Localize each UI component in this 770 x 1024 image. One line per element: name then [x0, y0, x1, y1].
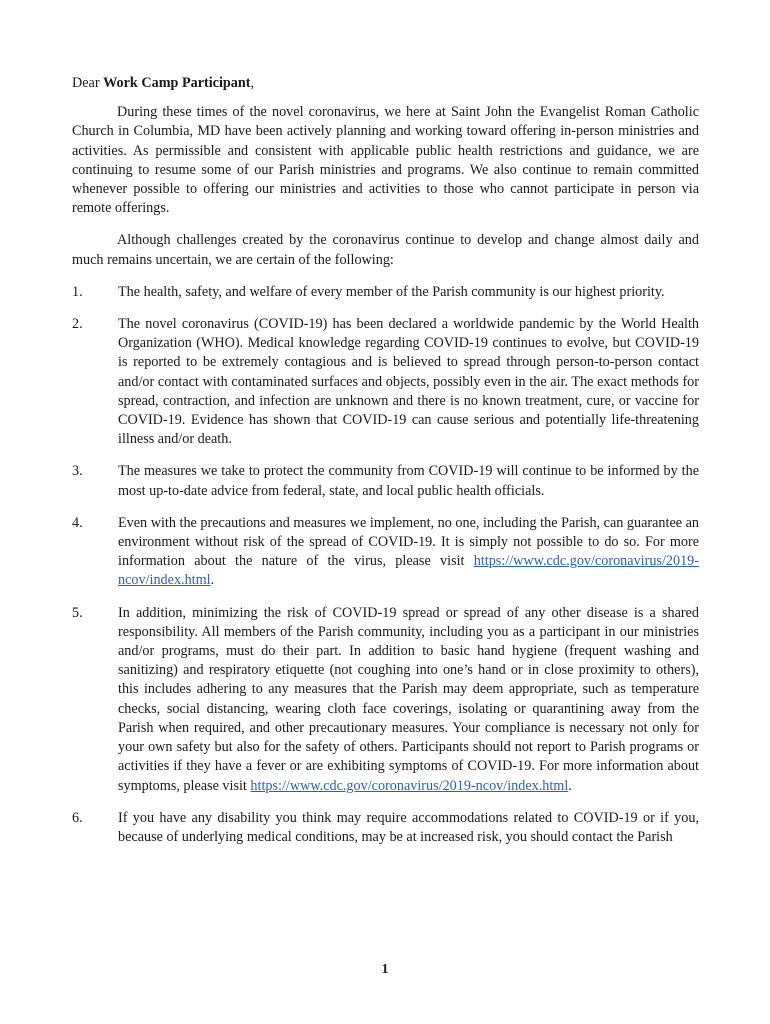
list-text	[118, 604, 699, 796]
list-text-body: In addition, minimizing the risk of COVID-19 spread or spread of any other disease is a shared responsibility. All members of the Parish community, including you as a participant in our ministries and/or programs, must do their part. In addition to basic hand hygiene (frequent washing and sanitizing) and respiratory etiquette (not coughing into one’s hand or in close proximity to others), this includes adhering to any measures that the Parish may deem appropriate, such as temperature checks, social distancing, wearing cloth face coverings, isolating or quarantining away from the Parish when required, and other precautionary measures. Your compliance is necessary not only for your own safety but also for the safety of others. Participants should not report to Parish programs or activities if they have a fever or are exhibiting symptoms of COVID-19. For more information about symptoms, please visit	[118, 604, 699, 794]
page-number: 1	[381, 962, 389, 977]
cdc-virus-link[interactable]: https://www.cdc.gov/coronavirus/2019-ncov/index.html	[118, 553, 699, 589]
recipient-name: Work Camp Participant	[103, 75, 251, 91]
list-item	[72, 514, 699, 591]
list-item	[72, 604, 699, 796]
list-item	[72, 462, 699, 500]
list-item	[72, 315, 699, 449]
list-item	[72, 283, 699, 302]
letter-body	[72, 74, 699, 860]
list-text-end: .	[210, 572, 215, 589]
list-number: 1.	[72, 283, 83, 300]
list-number: 2.	[72, 316, 83, 333]
list-item	[72, 809, 699, 847]
list-text-body: Even with the precautions and measures we implement, no one, including the Parish, can guarantee an environment without risk of the spread of COVID-19. It is simply not possible to do so. For more information about the nature of the virus, please visit	[118, 514, 699, 570]
salutation-suffix: ,	[250, 75, 255, 91]
list-text-end: .	[568, 777, 572, 794]
list-number: 5.	[72, 604, 83, 621]
cdc-symptoms-link[interactable]: https://www.cdc.gov/coronavirus/2019-ncov/index.html	[250, 777, 569, 794]
list-text: The novel coronavirus (COVID-19) has been declared a worldwide pandemic by the World Health Organization (WHO). Medical knowledge regarding COVID-19 continues to evolve, but COVID-19 is reported to be extremely contagious and is believed to spread through person-to-person contact and/or contact with contaminated surfaces and objects, possibly even in the air. The exact methods for spread, contraction, and infection are unknown and there is no known treatment, cure, or vaccine for COVID-19. Evidence has shown that COVID-19 can cause serious and potentially life-threatening illness and/or death.	[118, 316, 699, 448]
list-number: 4.	[72, 514, 83, 531]
list-text	[118, 514, 699, 591]
intro-paragraph: During these times of the novel coronavirus, we here at Saint John the Evangelist Roman Catholic Church in Columbia, MD have been actively planning and working toward offering in-person ministries and activities. As permissible and consistent with applicable public health restrictions and guidance, we are continuing to resume some of our Parish ministries and programs. We also continue to remain committed whenever possible to offering our ministries and activities to those who cannot participate in person via remote offerings.	[72, 104, 699, 217]
certainty-paragraph: Although challenges created by the coronavirus continue to develop and change almost daily and much remains uncertain, we are certain of the following:	[72, 232, 699, 268]
list-number: 6.	[72, 809, 83, 826]
list-text: The health, safety, and welfare of every member of the Parish community is our highest priority.	[118, 283, 665, 300]
list-number: 3.	[72, 463, 83, 480]
list-text: If you have any disability you think may require accommodations related to COVID-19 or if you, because of underlying medical conditions, may be at increased risk, you should contact the Parish	[118, 809, 699, 845]
salutation-prefix: Dear	[72, 75, 104, 91]
list-text: The measures we take to protect the community from COVID-19 will continue to be informed by the most up-to-date advice from federal, state, and local public health officials.	[118, 463, 699, 499]
salutation	[72, 74, 699, 93]
